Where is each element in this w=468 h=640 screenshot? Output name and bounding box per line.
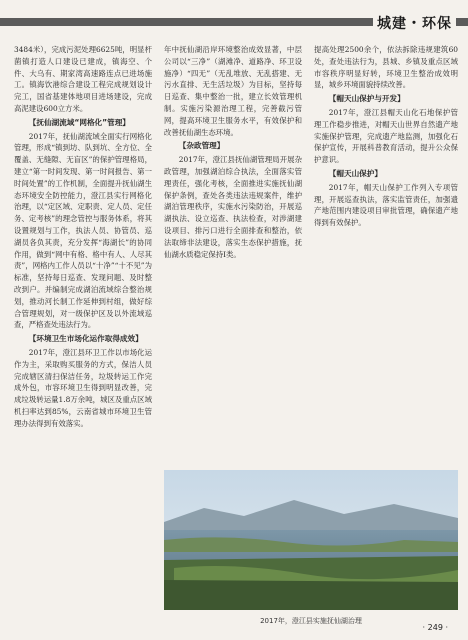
column1-heading-2 — [14, 333, 152, 345]
column2-heading-1-text: 【杂政管理】 — [178, 141, 225, 151]
column2-heading-1 — [164, 140, 302, 152]
column1-heading-2-text: 【环境卫生市场化运作取得成效】 — [28, 334, 143, 344]
photo-illustration — [164, 470, 458, 610]
column3-paragraph-2: 2017年，澄江县帽天山化石地保护管理工作稳步推进，对帽天山世界自然遗产地实施保护管理，完成遗产地监测，加强化石保护宣传，开展科普教育活动，提升公众保护意识。 — [314, 107, 458, 165]
column3-paragraph-1: 提高处理2500余个，依法拆除违规建筑60处，查处违法行为，县城、乡镇及重点区域市容秩序明显好转，环境卫生整治成效明显，城乡环境面貌持续改善。 — [314, 45, 458, 90]
column1-heading-1 — [14, 117, 152, 129]
column2-paragraph-2: 2017年，澄江县抚仙湖管理局开展杂政管理，加强湖泊综合执法，全面落实管理责任，强化考核，全面推进实施抚仙湖保护条例，查处各类违法违规案件，维护湖泊管理秩序，实施水污染防治，开展巡湖执法、设立巡查、执法检查，对涉湖建设项目、排污口进行全面排查和整治，依法取缔非法建设，落实生态保护措施，抚仙湖水质稳定保持Ⅰ类。 — [164, 155, 302, 259]
column3-paragraph-3: 2017年，帽天山保护工作列入专项管理，开展巡查执法，落实监管责任，加强遗产地范围内建设项目审批管理，确保遗产地得到有效保护。 — [314, 182, 458, 228]
photo-wetland — [164, 470, 458, 610]
column1-heading-1-text: 【抚仙湖流域“网格化”管理】 — [28, 117, 130, 127]
column3-heading-2-text: 【帽天山保护】 — [328, 168, 382, 178]
photo-caption: 2017年，澄江县实施抚仙湖治理 — [260, 617, 362, 625]
page-number: · 249 · — [422, 623, 448, 632]
column3-heading-2 — [314, 168, 458, 180]
column1-paragraph-2: 2017年，抚仙湖流域全面实行网格化管理，形成“镇到坊、队到坑、全方位、全覆盖、无缝隙、无盲区”的保护管理格局，建立“第一时间发现、第一时间报告、第一时间处置”的工作机制，全面提升抚仙湖生态环境安全防控能力，澄江县实行网格化治理，以“定区域、定职责、定人员、定任务、定考核”的理念管控与服务体系，将其设置规划与工作，执法人员、协管员、巡湖员各负其责，充分发挥“海湖长”的协同作用，做到“网中有格、格中有人、人尽其责”，网格内工作人员以“十净”“十不见”为标准，坚持每日巡查、发现问题、及时整改到户。并编制完成湖泊流域综合整治规划，推动河长制工作延伸到村组，做好综合管理规划，对一级保护区及以外流域巡查，严格查处违法行为。 — [14, 131, 152, 330]
column2-paragraph-1: 年中抚仙湖沿岸环境整治成效显著，中层公司以“三净”（湖滩净、道路净、环卫设施净）“四无”（无乱堆放、无乱搭建、无污水直排、无生活垃圾）为目标，坚持每日巡查、集中整治一批，建立长效管理机制。实施污染源治理工程，完善截污管网，提高环境卫生服务水平，有效保护和改善抚仙湖生态环境。 — [164, 45, 302, 137]
section-banner — [0, 9, 468, 39]
column1-paragraph-3: 2017年，澄江县环卫工作以市场化运作为主，采取购买服务的方式，保洁人员完成辖区清扫保洁任务，垃圾转运工作完成外包，市容环境卫生得到明显改善，完成垃圾转运量1.8万余吨，城区及重点区域机扫率达到85%，云南省城市环境卫生管理办法得到有效落实。 — [14, 347, 152, 428]
section-title: 城建・环保 — [373, 9, 456, 39]
column3-heading-1 — [314, 93, 458, 105]
column-1 — [14, 44, 152, 614]
column3-heading-1-text: 【帽天山保护与开发】 — [328, 94, 405, 104]
column1-paragraph-1: 3484米），完成污泥处理6625吨，明显杆菌镇打造人口建设已建成，镇海空、个件、大乌有、期家湾高速路连点已进场施工。镇海饮港综合建设工程完成规划设计完工，国省基建体地项目进场建设，完成高泥建设600立方米。 — [14, 45, 152, 113]
